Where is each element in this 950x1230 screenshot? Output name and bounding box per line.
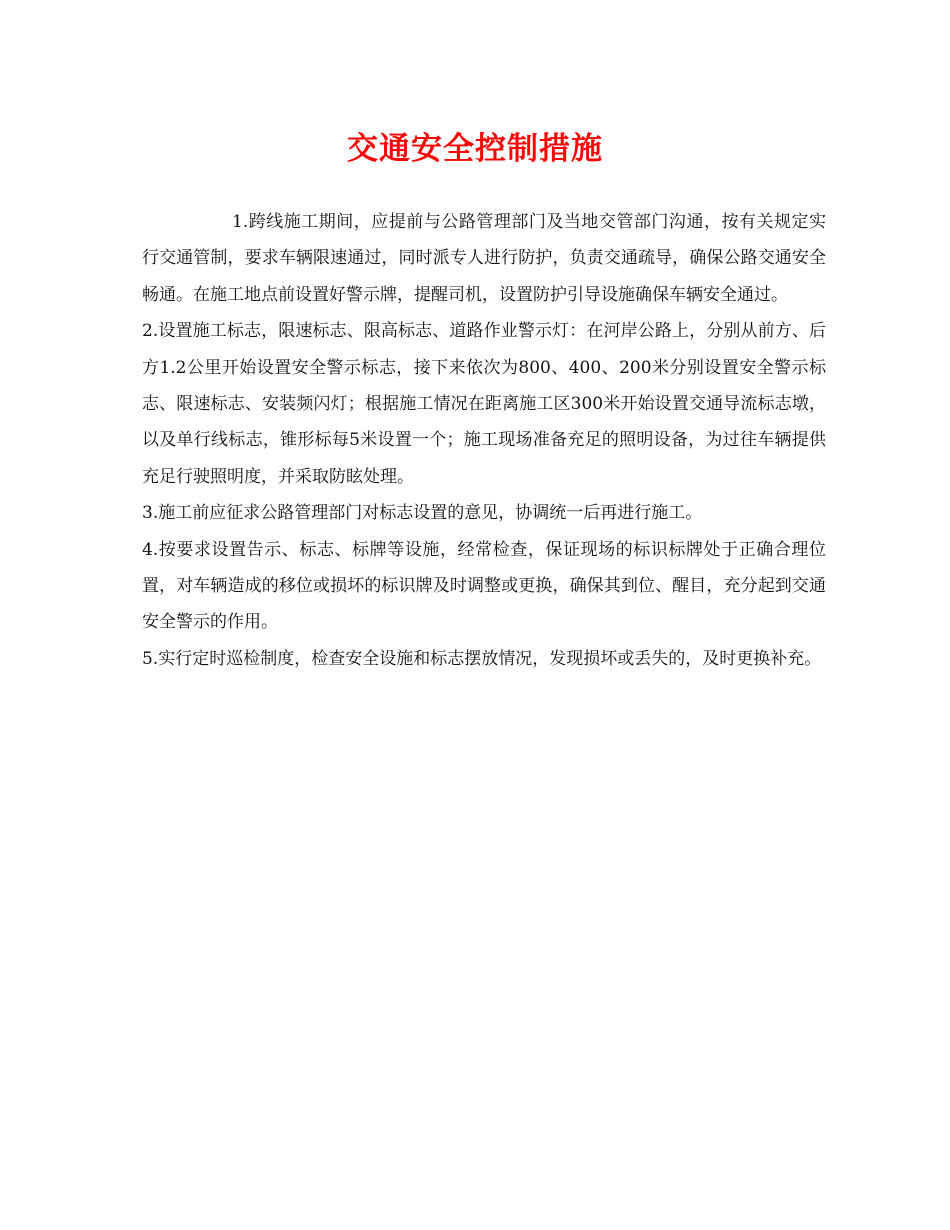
paragraph-1: 1.跨线施工期间，应提前与公路管理部门及当地交管部门沟通，按有关规定实行交通管制，要求车辆限速通过，同时派专人进行防护，负责交通疏导，确保公路交通安全畅通。在施工地点前设置好警示牌，提醒司机，设置防护引导设施确保车辆安全通过。 (142, 212, 826, 305)
document-body (142, 204, 826, 677)
paragraph-4: 4.按要求设置告示、标志、标牌等设施，经常检查，保证现场的标识标牌处于正确合理位置，对车辆造成的移位或损坏的标识牌及时调整或更换，确保其到位、醒目，充分起到交通安全警示的作用。 (142, 539, 826, 633)
paragraph-5: 5.实行定时巡检制度，检查安全设施和标志摆放情况，发现损坏或丢失的，及时更换补充。 (142, 648, 822, 669)
paragraph-3: 3.施工前应征求公路管理部门对标志设置的意见，协调统一后再进行施工。 (142, 503, 703, 524)
document-title: 交通安全控制措施 (347, 131, 603, 167)
paragraph-2: 2.设置施工标志，限速标志、限高标志、道路作业警示灯：在河岸公路上，分别从前方、后方1.2公里开始设置安全警示标志，接下来依次为800、400、200米分别设置安全警示标志、限速标志、安装频闪灯；根据施工情况在距离施工区300米开始设置交通导流标志墩，以及单行线标志，锥形标每5米设置一个；施工现场准备充足的照明设备，为过往车辆提供充足行驶照明度，并采取防眩处理。 (142, 321, 826, 487)
